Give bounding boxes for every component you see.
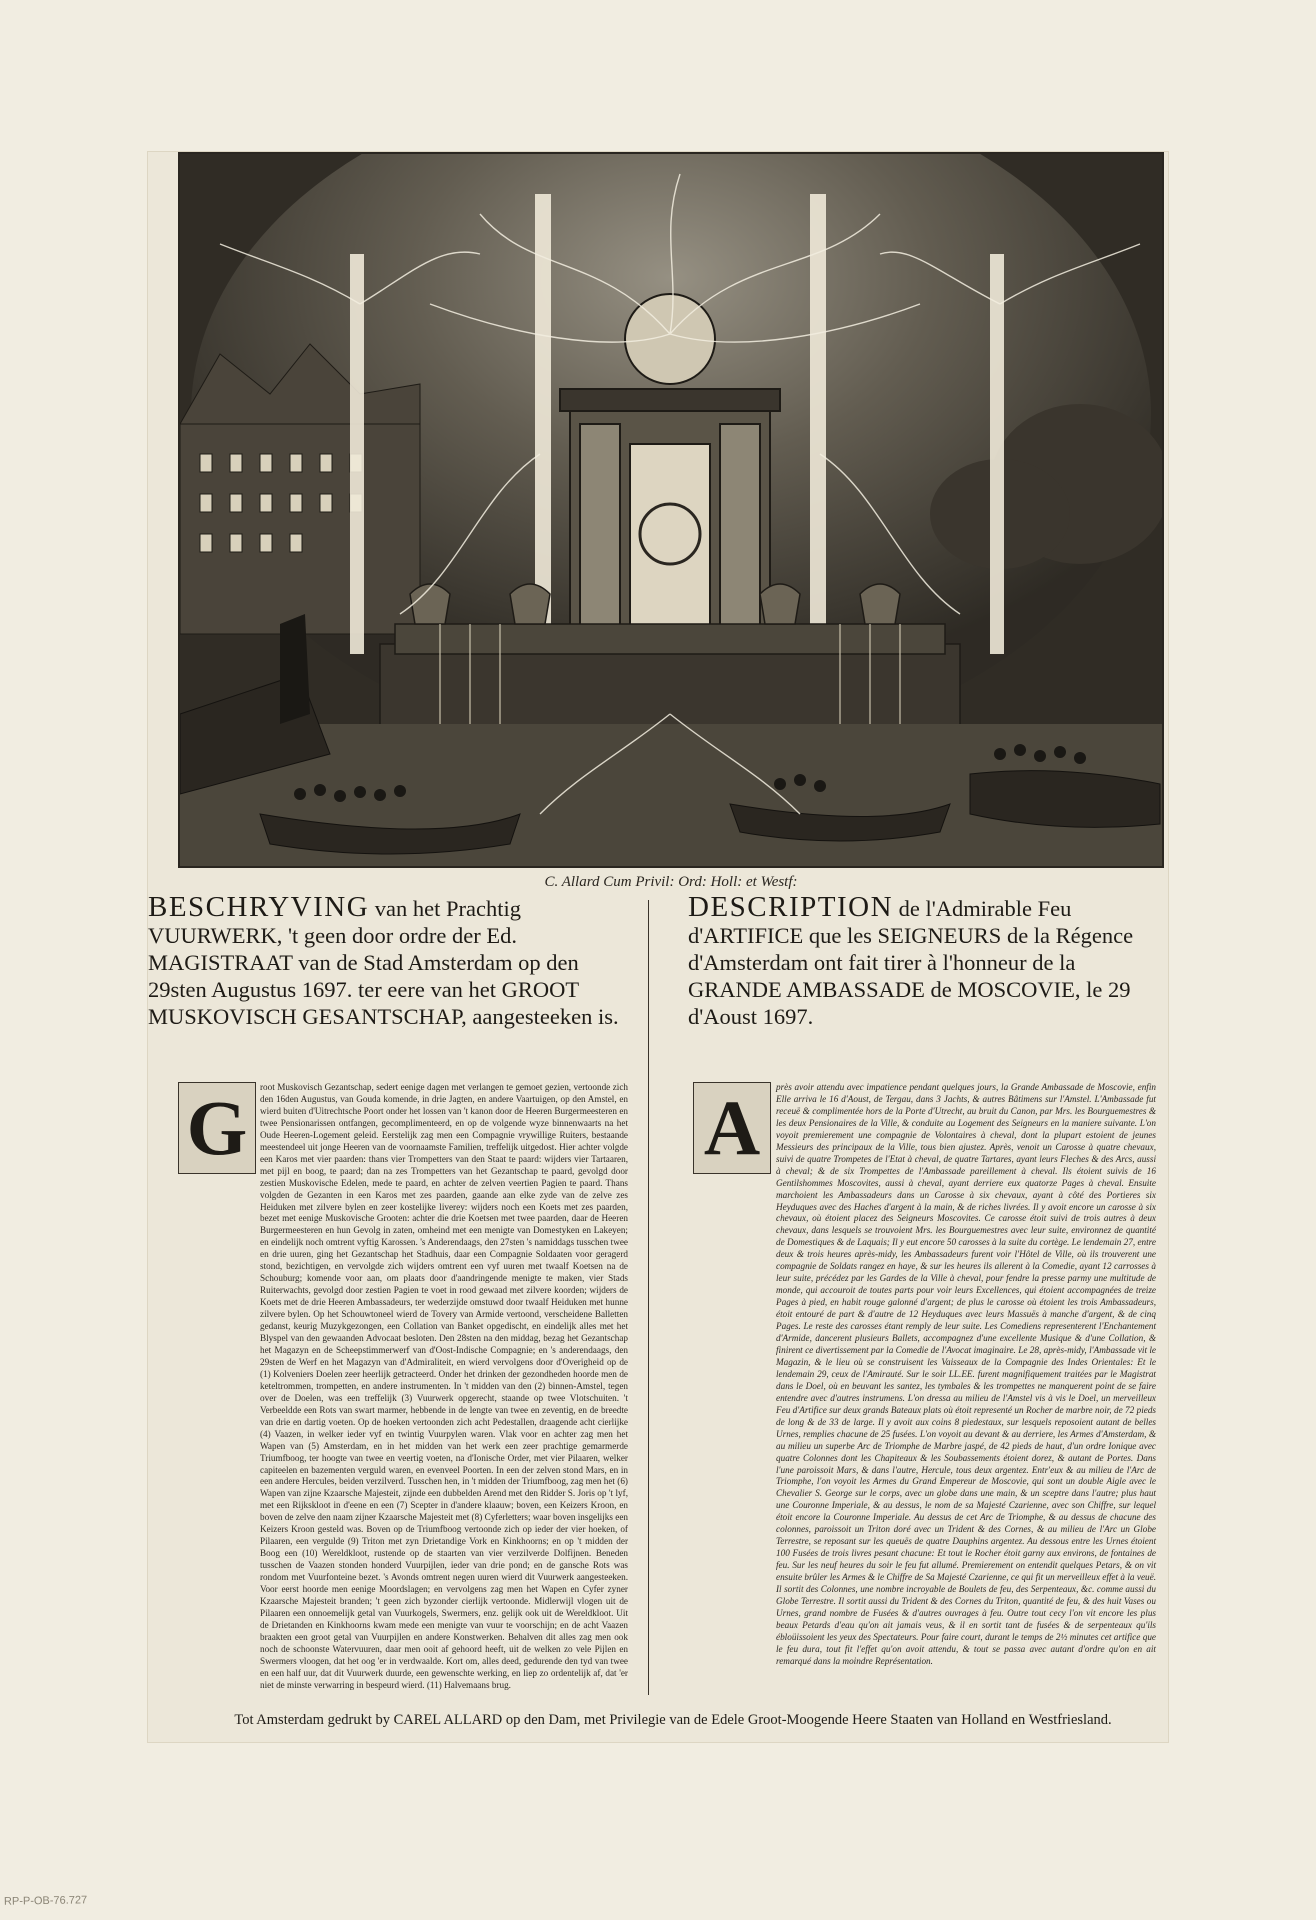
french-body-text: près avoir attendu avec impatience pendant quelques jours, la Grande Ambassade de Moscovie, enfin Elle arriva le 16 d'Aoust, de Tergau, dans 3 Jachts, & autres Bâtimens sur l'Amstel. L'Ambassade fut receuë & complimentée hors de la Porte d'Utrecht, au bruit du Canon, par Mrs. les Bourguemestres & les deux Pensionaires de la Ville, & conduite au Logement des Seigneurs en la maniere suivante. L'on voyoit premierement une compagnie de Volontaires à cheval, dont la plupart estoient de jeunes Messieurs des principaux de la Ville, tous bien ajustez. Après, venoit un Carosse à quatre chevaux, suivi de quatre Trompetes de l'Etat à cheval, de quatre Tartares, ayant leurs Fleches & des Arcs, aussi à cheval; & de six Trompettes de l'Ambassade pareillement à cheval. Ils étoient suivis de 16 Gentilshommes Moscovites, aussi à cheval, ayant derriere eux quatorze Pages à cheval. Ensuite marchoient les Ambassadeurs dans un Carosse à six chevaux, ayant à côté des Portieres six Heyduques avec des Haches d'argent à la main, & de riches livrées. Il y avoit encore un carosse à six chevaux, où étoient placez des Seigneurs Moscovites. Ce carosse étoit suivi de trois autres à deux chevaux, dans lesquels se trouvoient Mrs. les Bourguemestres avec leur suite, environnez de quantité de Domestiques & de Laquais; Il y eut encore 50 carosses à la suite du cortège. Le lendemain 27, entre deux & trois heures après-midy, les Ambassadeurs furent voir l'Hôtel de Ville, où ils trouverent une compagnie de Soldats rangez en haye, & sur les heures ils allerent à la Comedie, ayant 12 carrosses à leur suite, précédez par les Gardes de la Ville à cheval, pour fendre la presse parmy une multitude de monde, qui accouroit de toutes parts pour voir leurs Excellences, qui étoient accompagnées de treize Pages à pied, en habit rouge galonné d'argent; de plus le carosse où étoient les trois Ambassadeurs, étoit entouré de part & d'autre de 12 Heyduques avec leurs Massuës à manche d'argent, & de cinq Pages. Le reste des carosses étant remply de leur suite. Les Comediens representerent l'Enchantement d'Armide, dancerent plusieurs Ballets, accompagnez d'une excellente Musique & d'une Collation, & finirent ce divertissement par la Comedie de l'Avocat imaginaire. Le 28, après-midy, l'Ambassade vit le Magazin, & le lieu où se construisent les Vaisseaux de la Compagnie des Indes Orientales: Et le lendemain 29, ceux de l'Amirauté. Sur le soir LL.EE. furent magnifiquement traitées par le Magistrat dans le Doel, où en beuvant les santez, les tymbales & les trompettes ne manquerent point de se faire entendre avec d'autres instrumens. L'on dressa au milieu de l'Amstel vis à vis le Doel, un merveilleux Feu d'Artifice sur deux grands Bateaux plats où étoit representé un Rocher de marbre noir, de 72 pieds de long & de 33 de large. Il y avoit aux coins 8 piedestaux, sur lesquels reposoient autant de belles Urnes, remplies chacune de 25 fusées. L'on voyoit au devant & au derriere, les Armes d'Amsterdam, & au milieu un superbe Arc de Triomphe de Marbre jaspé, de 42 pieds de haut, d'un ordre Ionique avec quatre Colonnes dont les Chapiteaux & les Soubassements étoient dorez, & autant de Portes. Dans l'une paroissoit Mars, & dans l'autre, Hercule, tous deux argentez. Entr'eux & au milieu de l'Arc de Triomphe, l'on voyoit les Armes du Grand Empereur de Moscovie, qui sont un double Aigle avec le Chevalier S. George sur le corps, avec un globe dans une main, & un sceptre dans l'autre; plus haut une Couronne Imperiale, & au dessus, le nom de sa Majesté Czarienne, avec son Chiffre, sur lequel étoit encore la Couronne Imperiale. Au dessus de cet Arc de Triomphe, & au dessus de chacune des colonnes, paroissoit un Triton doré avec un Trident & des Cornes, & au milieu de l'Arc un Globe Terrestre, se reposant sur les queuës de quatre Dauphins argentez. Au dessous entre les Urnes étoient 100 Fusées de trois livres pesant chacune: Et tout le Rocher étoit garny aux environs, de fontaines de feu. Sur les neuf heures du soir le feu fut allumé. Premierement on entendit quelques Petars, & on vit ensuite brûler les Armes & le Chiffre de Sa Majesté Czarienne, ce qui fit un merveilleux effet à la veuë. Il sortit des Colonnes, une nombre incroyable de Boulets de feu, des Serpenteaux, &c. comme aussi du Globe Terrestre. Il sortit aussi du Trident & des Cornes du Triton, quantité de feu, & des huit Vases ou Urnes, grand nombre de Fusées & d'autres ouvrages à feu. Outre tout cecy l'on vit encore les plus beaux Petards d'eau qu'on ait jamais veus, & il en sortit tant de fusées & de serpenteaux qu'ils ébloüissoient les yeux des Spectateurs. Pour faire court, durant le temps de 2½ minutes cet artifice que le feu dura, tout fit l'effet qu'on avoit attendu, & tout se passa avec autant d'ordre qu'on en ait remarqué dans la moindre Représentation.	[776, 1082, 1156, 1666]
french-initial-letter: A	[703, 1084, 761, 1171]
engraving-fireworks	[178, 152, 1164, 868]
french-initial	[693, 1082, 771, 1174]
dutch-body-text: root Muskovisch Gezantschap, sedert eenige dagen met verlangen te gemoet gezien, vertoonde zich den 16den Augustus, van Gouda komende, in drie Jagten, en andere Vaartuigen, op den Amstel, en wierd buiten d'Uitrechtsche Poort onder het lossen van 't kanon door de Heeren Burgermeesteren en twee Pensionarissen ontfangen, gecomplimenteerd, en op de volgende wyze binnenwaarts na het Oude Heeren-Logement geleid. Eerstelijk zag men een Compagnie vrywillige Ruiters, bestaande meestendeel uit jonge Heeren van de voornaamste Familien, treffelijk uitgedost. Hier achter volgde een Karos met vier paarden: thans vier Trompetters van den Staat te paard: wijders vier Tartaaren, met pijl en boog, te paard; dan na zes Trompetters van het Gezantschap te paard, gevolgd door zestien Muskovische Edelen, mede te paard, en achter de zelven veertien Pagien te paard. Thans volgden de Gezanten in een Karos met zes paarden, gaande aan elke zyde van de zelve zes Heiduken met zilvere bylen en zeer kostelijke liverey: wijders noch een Koets met zes paarden, bezet met eenige Muskovische Grooten: achter die drie Koetsen met twee paarden, daar de Heeren Burgermeesteren en hun Gevolg in zaten, omheind met een menigte van Domestyken en Lakeyen; en eindelijk noch omtrent vyftig Karossen. 's Anderendaags, den 27sten 's namiddags tusschen twee en drie uuren, ging het Gezantschap het Stadhuis, daar een Compagnie Soldaaten voor geragerd stond, bezichtigen, en vervolgde zich wijders omtrent een vyf uuren met twaalf Koetsen na de Schouburg; komende voor aan, om plaats door d'aandringende menigte te maken, vier Stads Ruiterwachts, gevolgd door zestien Pagien te voet in rood gewaad met zilvere koorden; wijders de Koets met de drie Heeren Ambassadeurs, ter wederzijde omstuwd door twaalf Heiduken met hunne zilvere bylen. Op het Schouwtoneel wierd de Tovery van Armide vertoond, verscheidene Balletten gedanst, keurig Muzykgezongen, een Collation van Banket opgedischt, en eindelijk alles met het Blyspel van den gewaanden Advocaat besloten. Den 28sten na den middag, bezag het Gezantschap het Magazyn en de Scheepstimmerwerf van d'Oost-Indische Compagnie; en 's anderendaags, den 29sten de Werf en het Magazyn van d'Admiraliteit, en wierd vervolgens door d'Overigheid op de (1) Kolveniers Doelen zeer heerlijk getracteerd. Onder het drinken der gezondheden hoorde men de keteltrommen, trompetten, en andere instrumenten. In 't midden van den (2) binnen-Amstel, tegen over de Doelen, was een treffelijk (3) Vuurwerk opgerecht, staande op twee Vlotschuiten. 't Verbeeldde een Rots van swart marmer, hebbende in de lengte van twee en zeventig, en de breedte van drie en dartig voeten. Op de hoeken vertoonden zich acht Pedestallen, draagende acht cierlijke (4) Vaazen, in welker ieder vyf en twintig Vuurpylen waren. Vlak voor en achter zag men het Wapen van (5) Amsterdam, en in het midden van het werk een zeer prachtige gemarmerde Triumfboog, ter hoogte van twee en veertig voeten, na d'Ionische Order, met vier Pilaaren, welker capiteelen en bazementen verguld waren, en evenveel Poorten. In een der zelven stond Mars, en in een andere Hercules, beiden verzilverd. Tusschen hen, in 't midden der Triumfboog, zag men het (6) Wapen van zijne Kzaarsche Majesteit, zijnde een dubbelden Arend met den Ridder S. Joris op 't lyf, met een Rijkskloot in d'eene en een (7) Scepter in d'andere klaauw; boven, een Keizers Kroon, en boven de zelve den naam zijner Kzaarsche Majesteit met (8) Cyferletters; waar boven insgelijks een Keizers Kroon gesteld was. Boven op de Triumfboog vertoonde zich op ieder der vier hoeken, of Pilaaren, een vergulde (9) Triton met zyn Drietandige Vork en Kinkhoorns; en op 't midden der Boog een (10) Wereldkloot, rustende op de staarten van vier verzilverde Dolfijnen. Beneden tusschen de Vaazen stonden honderd Vuurpijlen, ieder van drie pond; en de gansche Rots was rondom met Vuurfonteine bezet. 's Avonds omtrent negen uuren wierd dit Vuurwerk aangesteeken. Voor eerst hoorde men eenige Moordslagen; en vervolgens zag men het Wapen en Cyfer zyner Kzaarsche Majesteit branden; 't geen zich byzonder cierlijk vertoonde. Midlerwijl vlogen uit de Pilaaren een onnoemelijk getal van Vuurkogels, Swermers, enz. gelijk ook uit de Wereldkloot. Uit de Drietanden en Kinkhoorns kwam mede een menigte van vuur te voorschijn; en de acht Vaazen braakten een groot getal van Vuurpijlen en andere Konstwerken. Behalven dit alles zag men ook noch de schoonste Watervuuren, daar men ooit af gehoord heeft, uit de welken zo vele Pijlen en Swermers vloogen, dat het oog 'er in verdwaalde. Kort om, alles deed, gedurende den tyd van twee en een half uur, dat dit Vuurwerk duurde, een gewenschte werking, en liep zo ordentelijk af, dat 'er niet de minste verwarring in bespeurd wierd. (11) Halvemaans brug.	[260, 1082, 628, 1690]
french-body	[776, 1082, 1156, 1668]
inventory-mark: RP-P-OB-76.727	[3, 1894, 88, 1908]
french-title-rest: de l'Admirable Feu d'ARTIFICE que les SEIGNEURS de la Régence d'Amsterdam ont fait tirer à l'honneur de la GRANDE AMBASSADE de MOSCOVIE, le 29 d'Aoust 1697.	[688, 896, 1134, 1029]
printer-imprint: Tot Amsterdam gedrukt by CAREL ALLARD op den Dam, met Privilegie van de Edele Groot-Moogende Heere Staaten van Holland en Westfriesland.	[234, 1712, 1112, 1728]
dutch-title	[148, 891, 624, 1030]
dutch-title-rest: van het Prachtig VUURWERK, 't geen door ordre der Ed. MAGISTRAAT van de Stad Amsterdam op den 29sten Augustus 1697. ter eere van het GROOT MUSKOVISCH GESANTSCHAP, aangesteeken is.	[148, 896, 619, 1029]
print-sheet	[148, 152, 1168, 1742]
dutch-title-lead: BESCHRYVING	[148, 891, 370, 923]
flag	[280, 614, 310, 724]
plate-caption: C. Allard Cum Privil: Ord: Holl: et Westf:	[544, 874, 798, 890]
french-title	[688, 891, 1168, 1030]
dutch-initial-letter: G	[186, 1084, 248, 1171]
column-divider	[648, 900, 649, 1695]
french-title-lead: DESCRIPTION	[688, 891, 894, 923]
fireworks-illustration	[180, 154, 1162, 866]
dutch-body	[260, 1082, 628, 1692]
dutch-initial	[178, 1082, 256, 1174]
